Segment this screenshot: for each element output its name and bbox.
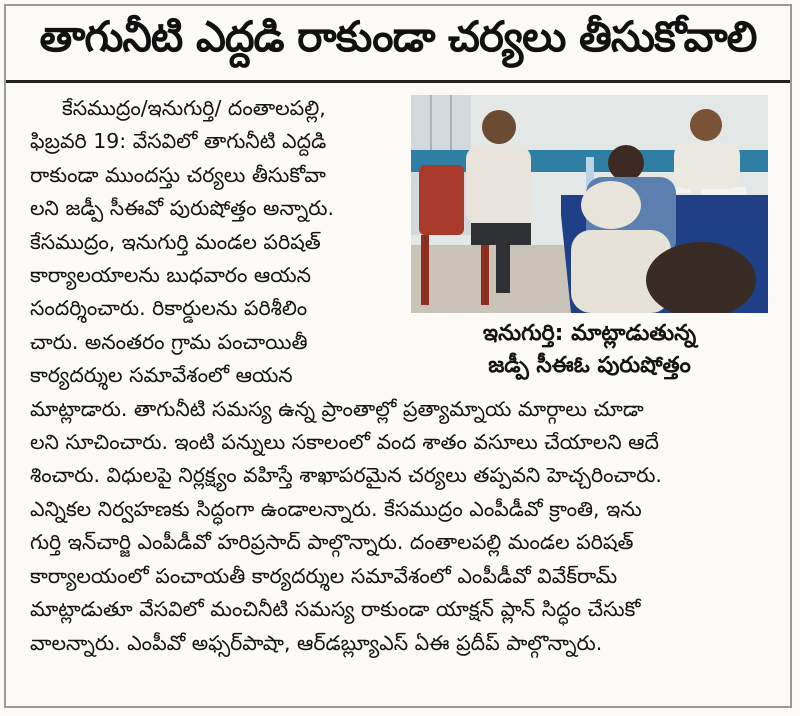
article-line: మాట్లాడుతూ వేసవిలో మంచినీటి సమస్య రాకుండా యాక్షన్ ప్లాన్ సిద్ధం చేసుకో: [30, 597, 641, 622]
article-line: కార్యాలయంలో పంచాయతీ కార్యదర్శుల సమావేశంలో ఎంపీడీవో వివేక్‌రామ్: [30, 563, 618, 588]
article-line: గుర్తి ఇన్‌చార్జి ఎంపీడీవో హరిప్రసాద్ పాల్గొన్నారు. దంతాలపల్లి మండల పరిషత్: [30, 530, 634, 555]
headline-rule: [6, 80, 790, 83]
article-line: సందర్శించారు. రికార్డులను పరిశీలిం: [30, 296, 308, 321]
article-line: మాట్లాడారు. తాగునీటి సమస్య ఉన్న ప్రాంతాల్లో ప్రత్యామ్నాయ మార్గాలు చూడా: [30, 396, 644, 421]
article-line: లని జడ్పీ సీఈవో పురుషోత్తం అన్నారు.: [30, 196, 335, 221]
headline: తాగునీటి ఎద్దడి రాకుండా చర్యలు తీసుకోవాలి: [39, 12, 757, 61]
article-line: రాకుండా ముందస్తు చర్యలు తీసుకోవా: [30, 162, 326, 187]
photo-caption-line: ఇనుగుర్తి: మాట్లాడుతున్న: [482, 321, 697, 346]
article-line: కేసముద్రం/ఇనుగుర్తి/ దంతాలపల్లి,: [62, 96, 326, 120]
article-line: ఎన్నికల నిర్వహణకు సిద్ధంగా ఉండాలన్నారు. కేసముద్రం ఎంపీడీవో క్రాంతి, ఇను: [30, 496, 642, 521]
article-line: శించారు. విధులపై నిర్లక్ష్యం వహిస్తే శాఖాపరమైన చర్యలు తప్పవని హెచ్చరించారు.: [30, 463, 662, 488]
article-line: కార్యాలయాలను బుధవారం ఆయన: [30, 263, 311, 288]
photo-caption-line: జడ్పీ సీఈఓ పురుషోత్తం: [488, 353, 691, 378]
article-body: [30, 92, 770, 660]
article-line: ఫిబ్రవరి 19: వేసవిలో తాగునీటి ఎద్దడి: [30, 129, 327, 154]
article-line: లని సూచించారు. ఇంటి పన్నులు సకాలంలో వంద శాతం వసూలు చేయాలని ఆదే: [30, 430, 659, 455]
article-line: వాలన్నారు. ఎంపీవో అఫ్సర్‌పాషా, ఆర్‌డబ్ల్యూఎస్ ఏఈ ప్రదీప్ పాల్గొన్నారు.: [30, 630, 603, 655]
article-line: కేసముద్రం, ఇనుగుర్తి మండల పరిషత్: [30, 229, 321, 254]
article-line: చారు. అనంతరం గ్రామ పంచాయితీ: [30, 329, 308, 354]
article-line: కార్యదర్శుల సమావేశంలో ఆయన: [30, 363, 293, 388]
